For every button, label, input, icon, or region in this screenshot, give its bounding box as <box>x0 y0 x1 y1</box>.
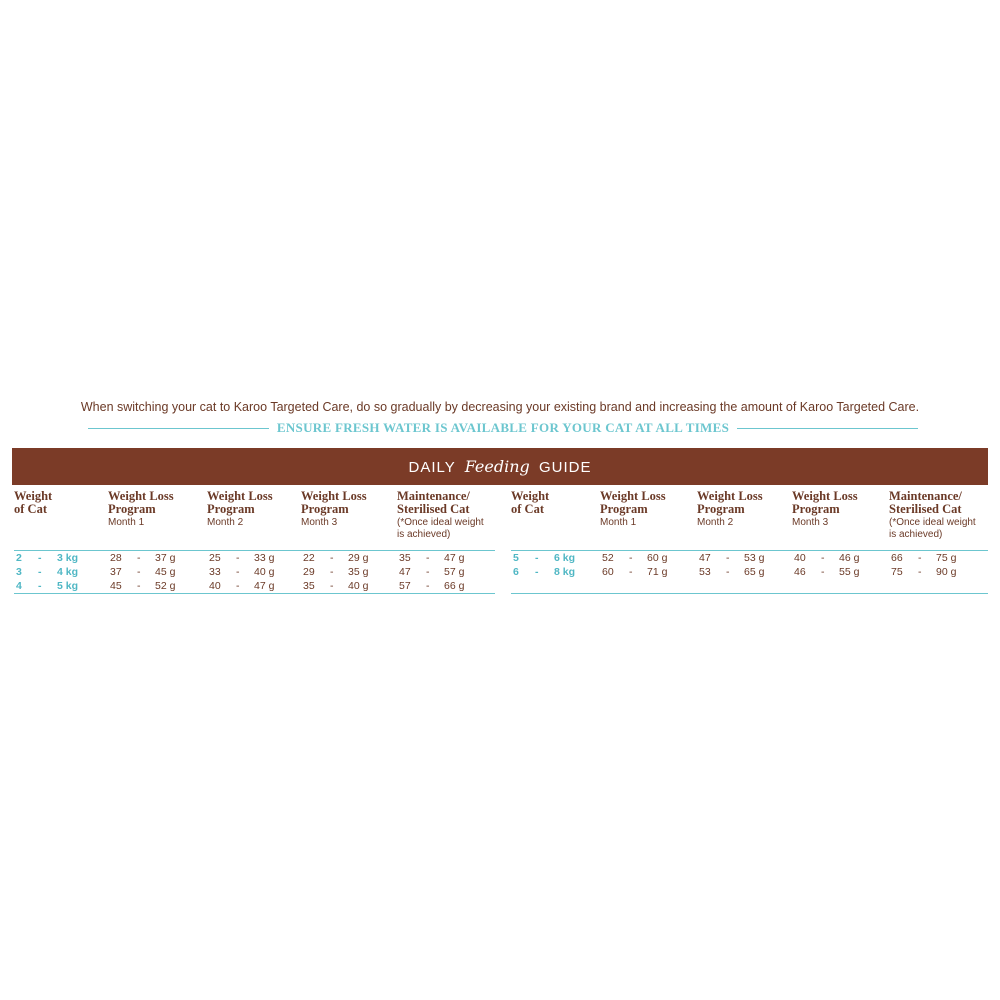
amount-cell: 37 g <box>155 552 176 564</box>
amount-cell: - <box>821 552 825 564</box>
amount-cell: - <box>918 552 922 564</box>
amount-cell: - <box>330 552 334 564</box>
amount-cell: 60 g <box>647 552 668 564</box>
amount-cell: 33 <box>209 566 221 578</box>
amount-cell: 55 g <box>839 566 860 578</box>
weight-range-cell: 4 kg <box>57 566 79 578</box>
water-notice-row <box>88 420 918 436</box>
weight-range-cell: 5 <box>513 552 519 564</box>
amount-cell: 35 g <box>348 566 369 578</box>
intro-text: When switching your cat to Karoo Targeted Care, do so gradually by decreasing your existing brand and increasing the amount of Karoo Targeted Care. <box>80 400 920 414</box>
amount-cell: 40 <box>209 580 221 592</box>
amount-cell: 53 <box>699 566 711 578</box>
column-title: Weight Loss Program <box>792 489 858 516</box>
weight-range-cell: 3 <box>16 566 22 578</box>
divider-right <box>737 428 918 429</box>
banner-daily: DAILY <box>408 459 456 476</box>
column-header <box>600 490 695 529</box>
column-header <box>397 490 492 541</box>
column-subtitle: Month 2 <box>207 517 244 528</box>
column-header <box>108 490 203 529</box>
amount-cell: 33 g <box>254 552 275 564</box>
amount-cell: 22 <box>303 552 315 564</box>
amount-cell: - <box>236 580 240 592</box>
amount-cell: 47 <box>699 552 711 564</box>
table-row <box>14 579 495 593</box>
column-header <box>511 490 606 516</box>
amount-cell: - <box>137 566 141 578</box>
water-notice: ENSURE FRESH WATER IS AVAILABLE FOR YOUR CAT AT ALL TIMES <box>276 420 730 435</box>
table-header <box>14 490 495 550</box>
table-body <box>511 551 988 579</box>
column-subtitle: Month 2 <box>697 517 734 528</box>
weight-range-cell: 2 <box>16 552 22 564</box>
amount-cell: - <box>726 566 730 578</box>
column-title: Weight Loss Program <box>108 489 174 516</box>
column-subtitle: Month 1 <box>600 517 637 528</box>
column-title: Weight Loss Program <box>301 489 367 516</box>
amount-cell: 47 <box>399 566 411 578</box>
column-header <box>14 490 109 516</box>
amount-cell: 75 g <box>936 552 957 564</box>
amount-cell: 71 g <box>647 566 668 578</box>
column-title: Maintenance/ Sterilised Cat <box>397 489 470 516</box>
amount-cell: 40 g <box>348 580 369 592</box>
amount-cell: - <box>821 566 825 578</box>
amount-cell: 52 g <box>155 580 176 592</box>
amount-cell: - <box>236 552 240 564</box>
column-title: Weight Loss Program <box>207 489 273 516</box>
amount-cell: - <box>726 552 730 564</box>
weight-range-cell: - <box>38 566 42 578</box>
weight-range-cell: - <box>535 552 539 564</box>
amount-cell: 75 <box>891 566 903 578</box>
table-row <box>14 551 495 565</box>
amount-cell: 47 g <box>254 580 275 592</box>
column-header <box>207 490 302 529</box>
amount-cell: - <box>426 580 430 592</box>
amount-cell: 37 <box>110 566 122 578</box>
table-bottom-divider <box>14 593 495 594</box>
amount-cell: 57 <box>399 580 411 592</box>
column-title: Weight Loss Program <box>600 489 666 516</box>
feeding-table-left <box>14 490 495 594</box>
amount-cell: 46 <box>794 566 806 578</box>
weight-range-cell: 6 kg <box>554 552 576 564</box>
amount-cell: - <box>330 566 334 578</box>
column-title: Weight of Cat <box>511 489 550 516</box>
column-title: Weight Loss Program <box>697 489 763 516</box>
amount-cell: - <box>426 552 430 564</box>
weight-range-cell: 8 kg <box>554 566 576 578</box>
amount-cell: 90 g <box>936 566 957 578</box>
feeding-table-right <box>511 490 988 594</box>
table-body <box>14 551 495 593</box>
weight-range-cell: 6 <box>513 566 519 578</box>
banner-feeding: Feeding <box>464 457 530 476</box>
amount-cell: 66 <box>891 552 903 564</box>
weight-range-cell: 3 kg <box>57 552 79 564</box>
amount-cell: - <box>137 580 141 592</box>
amount-cell: 57 g <box>444 566 465 578</box>
amount-cell: - <box>629 566 633 578</box>
amount-cell: 47 g <box>444 552 465 564</box>
amount-cell: 25 <box>209 552 221 564</box>
table-row <box>511 551 988 565</box>
table-bottom-divider <box>511 593 988 594</box>
column-header <box>301 490 396 529</box>
column-subtitle: Month 3 <box>792 517 829 528</box>
amount-cell: 45 <box>110 580 122 592</box>
amount-cell: 60 <box>602 566 614 578</box>
row-spacer <box>511 579 988 593</box>
amount-cell: 46 g <box>839 552 860 564</box>
amount-cell: 40 <box>794 552 806 564</box>
column-title: Maintenance/ Sterilised Cat <box>889 489 962 516</box>
weight-range-cell: - <box>38 580 42 592</box>
weight-range-cell: 4 <box>16 580 22 592</box>
column-subtitle: (*Once ideal weight is achieved) <box>889 517 976 540</box>
column-header <box>889 490 984 541</box>
amount-cell: 45 g <box>155 566 176 578</box>
amount-cell: - <box>330 580 334 592</box>
amount-cell: 29 <box>303 566 315 578</box>
feeding-guide-banner <box>12 448 988 485</box>
column-subtitle: Month 3 <box>301 517 338 528</box>
weight-range-cell: 5 kg <box>57 580 79 592</box>
column-header <box>792 490 887 529</box>
weight-range-cell: - <box>535 566 539 578</box>
table-row <box>14 565 495 579</box>
weight-range-cell: - <box>38 552 42 564</box>
amount-cell: 66 g <box>444 580 465 592</box>
divider-left <box>88 428 269 429</box>
banner-guide: GUIDE <box>538 459 592 476</box>
column-subtitle: Month 1 <box>108 517 145 528</box>
amount-cell: 40 g <box>254 566 275 578</box>
amount-cell: 35 <box>303 580 315 592</box>
amount-cell: 28 <box>110 552 122 564</box>
table-header <box>511 490 988 550</box>
amount-cell: - <box>137 552 141 564</box>
column-subtitle: (*Once ideal weight is achieved) <box>397 517 484 540</box>
amount-cell: 35 <box>399 552 411 564</box>
amount-cell: - <box>629 552 633 564</box>
amount-cell: - <box>236 566 240 578</box>
table-row <box>511 565 988 579</box>
amount-cell: 29 g <box>348 552 369 564</box>
amount-cell: - <box>426 566 430 578</box>
amount-cell: 52 <box>602 552 614 564</box>
amount-cell: - <box>918 566 922 578</box>
column-header <box>697 490 792 529</box>
column-title: Weight of Cat <box>14 489 53 516</box>
amount-cell: 65 g <box>744 566 765 578</box>
amount-cell: 53 g <box>744 552 765 564</box>
